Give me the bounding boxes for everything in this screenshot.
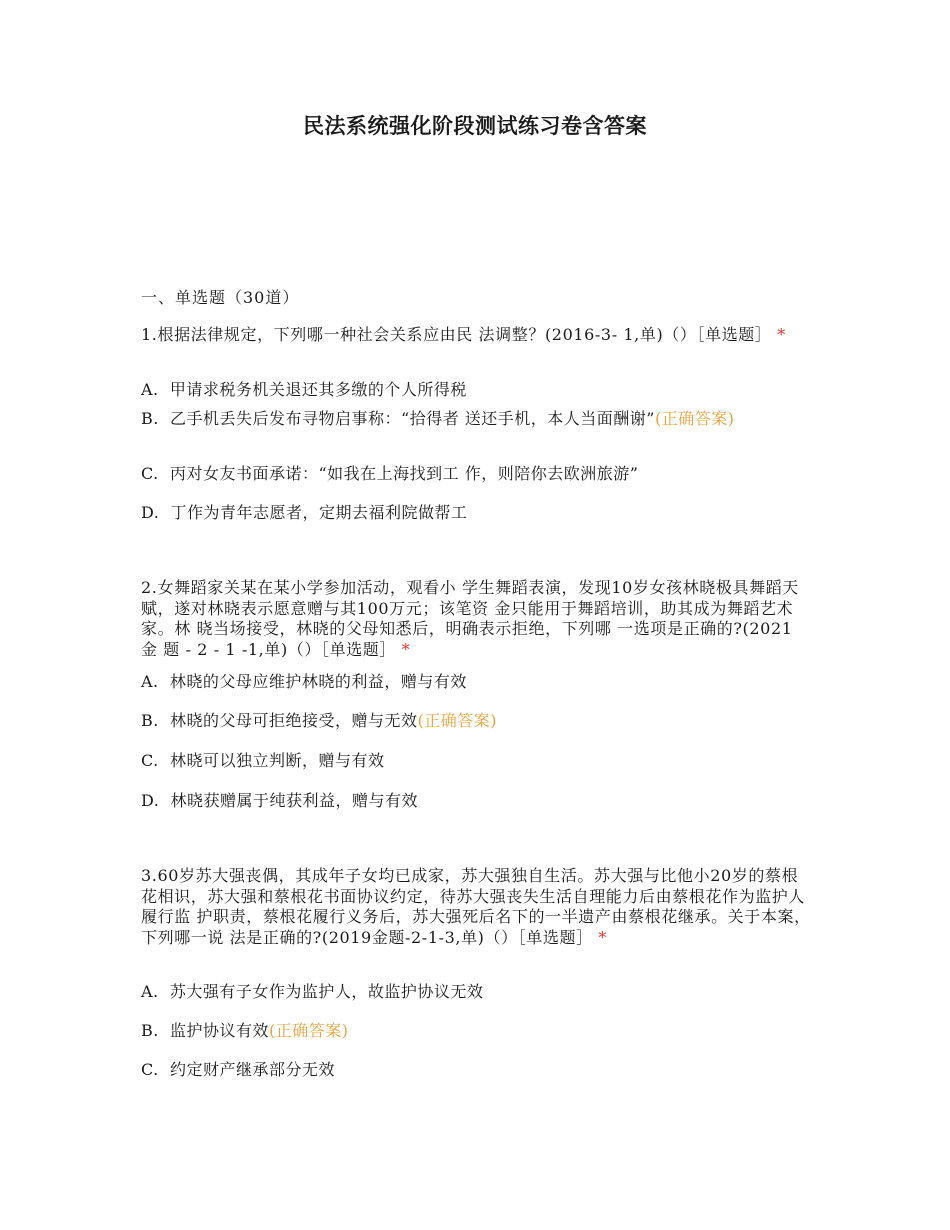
option-label: B. bbox=[141, 409, 159, 428]
question-2-option-d[interactable] bbox=[141, 791, 811, 812]
option-label: D. bbox=[141, 503, 160, 522]
option-text: 丁作为青年志愿者，定期去福利院做帮工 bbox=[170, 503, 468, 522]
option-text: 约定财产继承部分无效 bbox=[169, 1060, 335, 1079]
option-label: A. bbox=[141, 982, 159, 1001]
option-label: B. bbox=[141, 1021, 159, 1040]
option-text: 苏大强有子女作为监护人，故监护协议无效 bbox=[169, 982, 484, 1001]
option-text: 林晓的父母应维护林晓的利益，赠与有效 bbox=[169, 672, 467, 691]
required-mark: * bbox=[598, 927, 608, 947]
question-3-stem bbox=[141, 866, 811, 948]
option-text: 林晓可以独立判断，赠与有效 bbox=[169, 751, 385, 770]
question-2-stem bbox=[141, 578, 811, 660]
option-text: 林晓获赠属于纯获利益，赠与有效 bbox=[170, 791, 419, 810]
question-1-stem bbox=[141, 325, 811, 346]
option-text: 监护协议有效 bbox=[170, 1021, 270, 1040]
option-text: 丙对女友书面承诺：“如我在上海找到工 作，则陪你去欧洲旅游” bbox=[169, 464, 639, 483]
question-3-option-b[interactable] bbox=[141, 1021, 811, 1042]
question-1-option-b[interactable] bbox=[141, 409, 811, 430]
section-heading: 一、单选题（30道） bbox=[141, 288, 300, 307]
option-text: 甲请求税务机关退还其多缴的个人所得税 bbox=[169, 380, 467, 399]
question-2-option-c[interactable] bbox=[141, 751, 811, 772]
question-2-option-b[interactable] bbox=[141, 711, 811, 732]
required-mark: * bbox=[777, 325, 786, 344]
option-label: C. bbox=[141, 1060, 159, 1079]
question-3-text: 3.60岁苏大强丧偶，其成年子女均已成家，苏大强独自生活。苏大强与比他小20岁的蔡根花相识，苏大强和蔡根花书面协议约定，待苏大强丧失生活自理能力后由蔡根花作为监护人履行监 护职责，蔡根花履行义务后，苏大强死后名下的一半遗产由蔡根花继承。关于本案，下列哪一说 法是正确的?(2019金题-2-1-3,单)（）［单选题］ bbox=[141, 866, 811, 947]
question-1-text: 1.根据法律规定，下列哪一种社会关系应由民 法调整？(2016-3- 1,单)（）［单选题］ bbox=[141, 325, 772, 344]
option-text: 林晓的父母可拒绝接受，赠与无效 bbox=[170, 711, 418, 730]
question-2-text: 2.女舞蹈家关某在某小学参加活动，观看小 学生舞蹈表演，发现10岁女孩林晓极具舞蹈天 赋，遂对林晓表示愿意赠与其100万元；该笔资 金只能用于舞蹈培训，助其成为舞蹈艺术家。林 晓当场接受，林晓的父母知悉后，明确表示拒绝，下列哪 一选项是正确的?(2021 金 题 - 2 - 1 -1,单)（）［单选题］ bbox=[141, 578, 799, 659]
option-label: C. bbox=[141, 751, 159, 770]
option-label: A. bbox=[141, 672, 159, 691]
required-mark: * bbox=[401, 639, 411, 659]
option-text: 乙手机丢失后发布寻物启事称：“拾得者 送还手机，本人当面酬谢” bbox=[170, 409, 655, 428]
correct-answer-tag: (正确答案) bbox=[417, 711, 498, 730]
question-1-option-d[interactable] bbox=[141, 503, 811, 524]
question-1-option-c[interactable] bbox=[141, 464, 811, 485]
option-label: D. bbox=[141, 791, 160, 810]
question-3-option-c[interactable] bbox=[141, 1060, 811, 1081]
question-2-option-a[interactable] bbox=[141, 672, 811, 693]
option-label: B. bbox=[141, 711, 159, 730]
question-1-option-a[interactable] bbox=[141, 380, 811, 401]
correct-answer-tag: (正确答案) bbox=[269, 1021, 349, 1040]
correct-answer-tag: (正确答案) bbox=[654, 409, 735, 428]
option-label: A. bbox=[141, 380, 159, 399]
document-title: 民法系统强化阶段测试练习卷含答案 bbox=[303, 113, 647, 138]
question-3-option-a[interactable] bbox=[141, 982, 811, 1003]
option-label: C. bbox=[141, 464, 159, 483]
